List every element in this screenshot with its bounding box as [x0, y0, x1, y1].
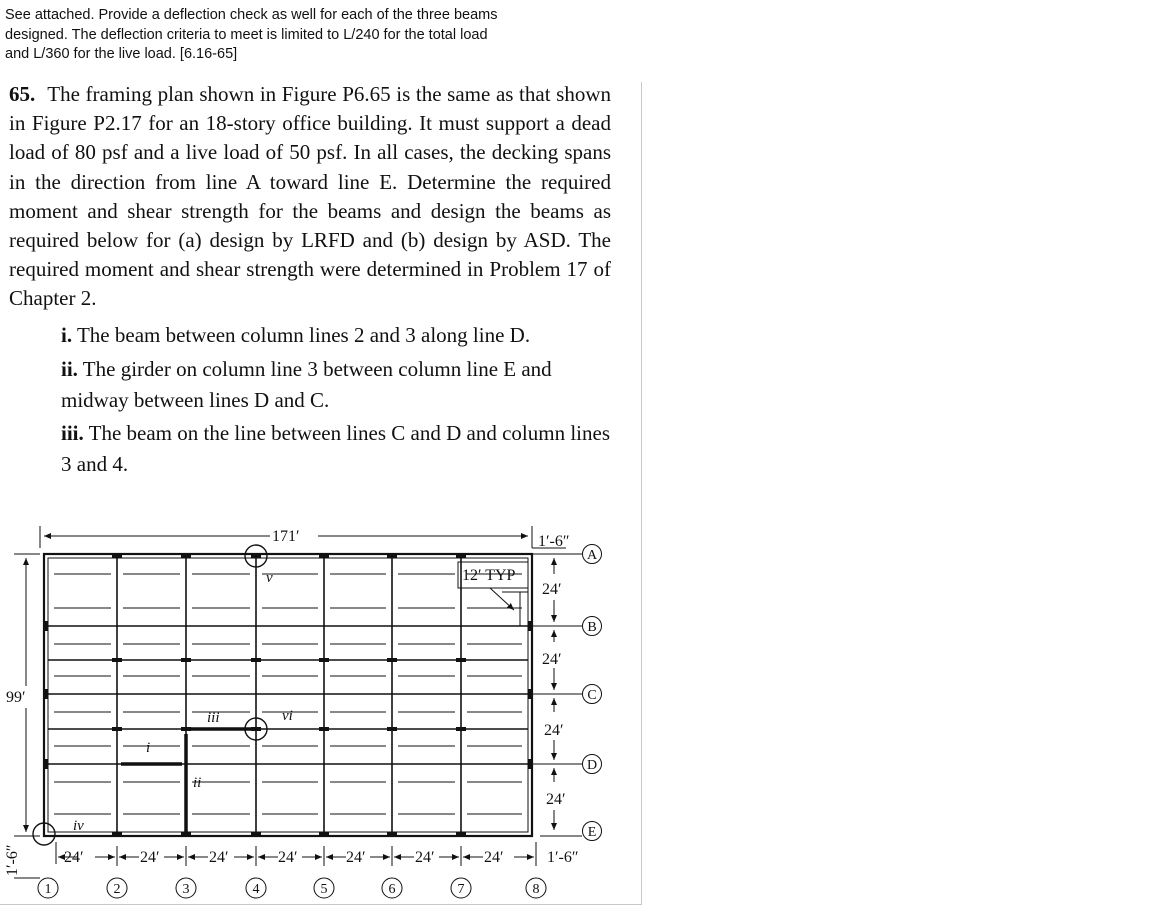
column-marker	[387, 658, 397, 662]
row-label-c: C	[587, 688, 597, 703]
column-marker	[456, 658, 466, 662]
column-marker	[251, 554, 261, 558]
row-label-e: E	[587, 825, 597, 840]
column-marker	[319, 727, 329, 731]
row-labels	[583, 545, 602, 841]
column-marker	[181, 658, 191, 662]
bay-dim-78: 24′	[484, 849, 504, 866]
column-marker	[251, 658, 261, 662]
column-marker	[528, 689, 532, 699]
column-marker	[456, 727, 466, 731]
edge-offset-top-label: 1′-6″	[538, 533, 570, 550]
bay-dim-67: 24′	[415, 849, 435, 866]
line-beams	[48, 626, 528, 764]
task-text: The girder on column line 3 between column line E and midway between lines D and C.	[61, 357, 552, 412]
task-label: i.	[61, 323, 73, 347]
bay-dim-bc: 24′	[542, 651, 562, 668]
col-label-8: 8	[532, 882, 540, 897]
col-label-5: 5	[320, 882, 328, 897]
column-marker	[181, 727, 191, 731]
bay-dim-de: 24′	[546, 791, 566, 808]
column-marker	[528, 759, 532, 769]
task-label: ii.	[61, 357, 78, 381]
bay-dim-12: 24′	[64, 849, 84, 866]
bay-dim-45: 24′	[278, 849, 298, 866]
column-marker	[319, 554, 329, 558]
col-label-7: 7	[457, 882, 465, 897]
member-label-ii: ii	[193, 775, 202, 791]
note-line: See attached. Provide a deflection check as well for each of the three beams	[5, 7, 498, 23]
column-marker	[319, 832, 329, 836]
highlighted-members	[121, 729, 252, 832]
edge-offset-bottom-label: 1′-6″	[547, 849, 579, 866]
typ-note: 12′ TYP	[462, 567, 516, 584]
column-line-girders	[117, 558, 461, 832]
column-marker	[44, 689, 48, 699]
problem-text: The framing plan shown in Figure P6.65 is the same as that shown in Figure P2.17 for an 18-story office building. It must support a dead load of 80 psf and a live load of 50 psf. In all cases, the decking spans in the direction from line A toward line E. Determine the required moment and shear strength for the beams and design the beams as required below for (a) design by LRFD and (b) design by ASD. The required moment and shear strength were determined in Problem 17 of Chapter 2.	[9, 82, 611, 311]
row-label-d: D	[586, 758, 598, 773]
note-line: and L/360 for the live load. [6.16-65]	[5, 46, 238, 62]
column-marker	[251, 727, 261, 731]
bay-dim-34: 24′	[209, 849, 229, 866]
column-marker	[456, 832, 466, 836]
col-label-1: 1	[44, 882, 52, 897]
member-label-vi: vi	[282, 708, 293, 724]
column-marker	[112, 832, 122, 836]
task-text: The beam on the line between lines C and D and column lines 3 and 4.	[61, 421, 611, 476]
bay-dim-23: 24′	[140, 849, 160, 866]
member-label-i: i	[146, 740, 151, 756]
column-marker	[387, 554, 397, 558]
column-marker	[528, 621, 532, 631]
column-marker	[112, 658, 122, 662]
bay-dim-56: 24′	[346, 849, 366, 866]
col-label-3: 3	[182, 882, 190, 897]
column-marker	[44, 759, 48, 769]
column-labels	[38, 878, 546, 898]
column-marker	[456, 554, 466, 558]
column-marker	[251, 832, 261, 836]
task-label: iii.	[61, 421, 84, 445]
column-marker	[387, 832, 397, 836]
col-label-2: 2	[113, 882, 121, 897]
col-label-6: 6	[388, 882, 396, 897]
column-marker	[319, 658, 329, 662]
member-label-iii: iii	[207, 710, 220, 726]
note-line: designed. The deflection criteria to meet is limited to L/240 for the total load	[5, 26, 488, 43]
row-label-a: A	[586, 548, 598, 563]
column-marker	[181, 832, 191, 836]
member-label-v: v	[266, 570, 273, 586]
member-label-iv: iv	[73, 818, 84, 834]
column-marker	[112, 727, 122, 731]
column-marker	[181, 554, 191, 558]
circled-columns	[33, 545, 267, 845]
column-marker	[112, 554, 122, 558]
task-text: The beam between column lines 2 and 3 along line D.	[76, 323, 531, 347]
overall-height-label: 99′	[6, 689, 26, 706]
bay-dim-cd: 24′	[544, 722, 564, 739]
column-marker	[44, 621, 48, 631]
column-marker	[387, 727, 397, 731]
edge-offset-left-label: 1′-6″	[4, 844, 21, 876]
overall-width-label: 171′	[272, 528, 300, 545]
row-label-b: B	[587, 620, 597, 635]
bay-dim-ab: 24′	[542, 581, 562, 598]
problem-number: 65.	[9, 82, 36, 106]
col-label-4: 4	[252, 882, 260, 897]
